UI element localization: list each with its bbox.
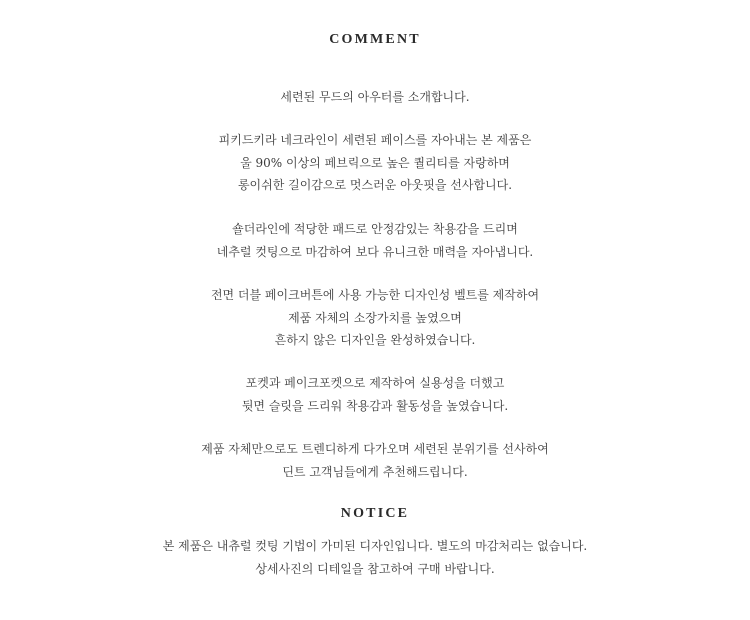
notice-line: 상세사진의 디테일을 참고하여 구매 바랍니다.	[255, 561, 495, 576]
comment-paragraph-intro	[0, 86, 750, 109]
comment-paragraph-shoulder	[0, 218, 750, 263]
notice-paragraph	[0, 535, 750, 580]
comment-paragraph-belt	[0, 284, 750, 352]
comment-line: 롱이쉬한 길이감으로 멋스러운 아웃핏을 선사합니다.	[237, 178, 513, 192]
comment-line: 울 90% 이상의 페브릭으로 높은 퀄리티를 자랑하며	[240, 155, 510, 170]
notice-heading: NOTICE	[340, 506, 410, 521]
comment-heading: COMMENT	[329, 32, 421, 47]
comment-paragraph-neckline	[0, 129, 750, 197]
comment-line: 제품 자체의 소장가치를 높였으며	[288, 310, 462, 325]
comment-line: 제품 자체만으로도 트렌디하게 다가오며 세련된 분위기를 선사하여	[201, 442, 549, 456]
comment-line: 전면 더블 페이크버튼에 사용 가능한 디자인성 벨트를 제작하여	[210, 288, 540, 302]
comment-line: 흔하지 않은 디자인을 완성하였습니다.	[274, 333, 476, 347]
comment-line: 피키드키라 네크라인이 세련된 페이스를 자아내는 본 제품은	[218, 133, 532, 147]
comment-line: 네추럴 컷팅으로 마감하여 보다 유니크한 매력을 자아냅니다.	[216, 244, 534, 259]
notice-line: 본 제품은 내츄럴 컷팅 기법이 가미된 디자인입니다. 별도의 마감처리는 없습니다.	[162, 539, 588, 553]
comment-line: 숄더라인에 적당한 패드로 안정감있는 착용감을 드리며	[232, 222, 518, 236]
comment-paragraph-pocket	[0, 372, 750, 417]
comment-line: 세련된 무드의 아우터를 소개합니다.	[280, 90, 470, 104]
comment-line: 딘트 고객님들에게 추천해드립니다.	[282, 464, 468, 479]
comment-line: 뒷면 슬릿을 드리워 착용감과 활동성을 높였습니다.	[241, 398, 509, 413]
comment-paragraph-recommend	[0, 438, 750, 483]
comment-line: 포켓과 페이크포켓으로 제작하여 실용성을 더했고	[245, 376, 505, 390]
